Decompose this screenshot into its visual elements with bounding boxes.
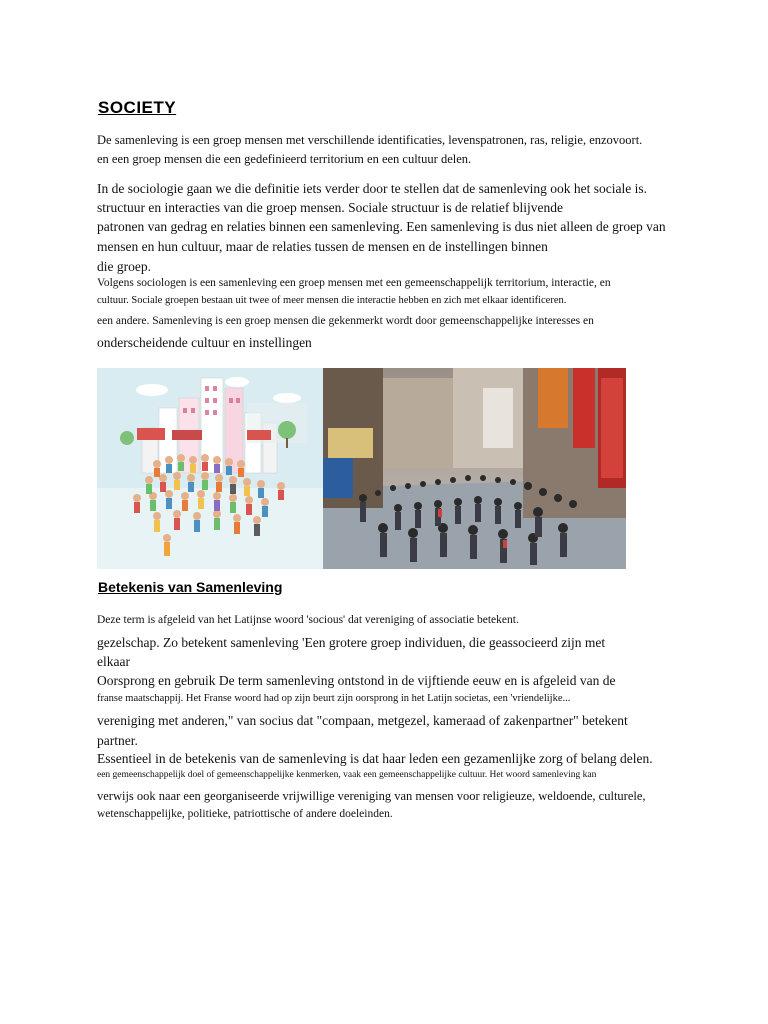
page-title: SOCIETY xyxy=(98,98,177,117)
paragraph-line: partner. xyxy=(97,733,138,748)
paragraph-line: en een groep mensen die een gedefinieerd territorium en een cultuur delen. xyxy=(97,152,472,166)
paragraph-line: verwijs ook naar een georganiseerde vrijwillige vereniging van mensen voor religieuze, weldoende, culturele, xyxy=(97,789,646,803)
paragraph-line: mensen en hun cultuur, maar de relaties tussen de mensen en de instellingen binnen xyxy=(97,239,548,254)
paragraph-line: In de sociologie gaan we die definitie iets verder door te stellen dat de samenleving ook het sociale is. xyxy=(97,181,647,196)
image-row xyxy=(97,368,626,569)
paragraph-line: Oorsprong en gebruik De term samenleving ontstond in de vijftiende eeuw en is afgeleid van de xyxy=(97,673,616,688)
paragraph-line: elkaar xyxy=(97,654,130,669)
crowd-illustration-image xyxy=(97,368,323,569)
paragraph-line: patronen van gedrag en relaties binnen een samenleving. Een samenleving is dus niet alleen de groep van xyxy=(97,219,666,234)
paragraph-line: een gemeenschappelijk doel of gemeenschappelijke kenmerken, vaak een gemeenschappelijke cultuur. Het woord samenleving kan xyxy=(97,770,597,780)
paragraph-line: gezelschap. Zo betekent samenleving 'Een grotere groep individuen, die geassocieerd zijn met xyxy=(97,635,606,650)
paragraph-line: Volgens sociologen is een samenleving een groep mensen met een gemeenschappelijk territorium, interactie, en xyxy=(97,277,611,289)
paragraph-line: vereniging met anderen," van socius dat "compaan, metgezel, kameraad of zakenpartner" betekent xyxy=(97,713,628,728)
paragraph-line: De samenleving is een groep mensen met verschillende identificaties, levenspatronen, ras, religie, enzovoort. xyxy=(97,133,643,147)
paragraph-line: franse maatschappij. Het Franse woord had op zijn beurt zijn oorsprong in het Latijn societas, een 'vriendelijke... xyxy=(97,693,571,704)
section-heading: Betekenis van Samenleving xyxy=(98,579,283,595)
paragraph-line: cultuur. Sociale groepen bestaan uit twee of meer mensen die interactie hebben en zich met elkaar identificeren. xyxy=(97,295,567,306)
paragraph-line: wetenschappelijke, politieke, patriottische of andere doeleinden. xyxy=(97,808,393,820)
paragraph-line: structuur en interacties van die groep mensen. Sociale structuur is de relatief blijvende xyxy=(97,200,563,215)
paragraph-line: Deze term is afgeleid van het Latijnse woord 'socious' dat vereniging of associatie betekent. xyxy=(97,614,519,626)
paragraph-line: een andere. Samenleving is een groep mensen die gekenmerkt wordt door gemeenschappelijke interesses en xyxy=(97,315,594,327)
street-crowd-photo-image xyxy=(323,368,626,569)
paragraph-line: onderscheidende cultuur en instellingen xyxy=(97,335,312,350)
paragraph-line: Essentieel in de betekenis van de samenleving is dat haar leden een gezamenlijke zorg of belang delen. xyxy=(97,751,653,766)
paragraph-line: die groep. xyxy=(97,259,151,274)
